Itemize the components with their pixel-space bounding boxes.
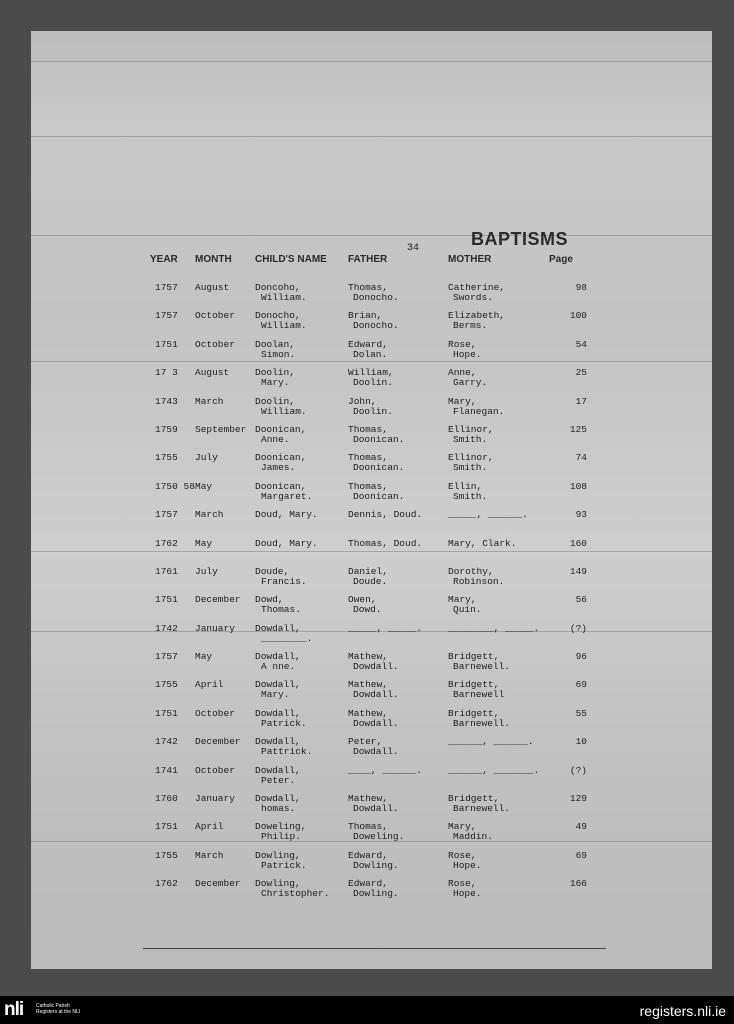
entry-mother-name: Mary, Clark. [448,537,517,549]
entry-child-surname: Doud, Mary. [255,509,318,521]
entry-page: 160 [569,537,587,549]
entry-child-surname: Doonican, [255,480,307,492]
entry-year: 17 3 [155,367,178,379]
entry-month: September [195,423,247,435]
nli-logo[interactable]: nli [4,999,24,1020]
entry-month: December [195,878,241,890]
entry-child-surname: Dowdall, [255,679,301,691]
table-row [31,851,712,879]
entry-mother-name: ________, _____. [448,622,540,634]
entry-father-name: Edward, [348,849,388,861]
entry-page: 17 [575,395,587,407]
table-row [31,822,712,850]
entry-year: 1762 [155,878,178,890]
entry-father-name: Thomas, [348,423,388,435]
entry-year: 1759 [155,423,178,435]
entry-year: 1755 [155,679,178,691]
entry-year: 1750 58 [155,480,195,492]
entry-father-name: Thomas, [348,821,388,833]
table-row [31,737,712,765]
entry-mother-name: Catherine, [448,282,506,293]
column-header-year: YEAR [150,254,178,265]
entry-father-name: _____, _____. [348,622,423,634]
entry-page: 55 [575,707,587,719]
entry-father-surname: Doonican. [353,462,405,474]
entry-mother-name: Mary, [448,594,477,606]
entry-month: May [195,651,213,663]
table-row [31,539,712,567]
entry-page: 69 [575,679,587,691]
entry-mother-surname: Hope. [453,348,482,360]
table-row [31,652,712,680]
entry-father-surname: Dowdall. [353,717,399,729]
entry-page: 96 [575,651,587,663]
entry-month: March [195,395,224,407]
register-page-scan [31,31,712,969]
entry-father-name: Mathew, [348,651,388,663]
entry-child-forename: Christopher. [261,888,330,900]
entry-page: 98 [575,282,587,293]
entry-mother-name: Bridgett, [448,707,500,719]
entry-child-surname: Doude, [255,565,290,577]
entry-month: January [195,793,235,805]
entry-father-name: Mathew, [348,793,388,805]
entry-mother-name: Rose, [448,849,477,861]
scan-line [31,61,712,62]
page-number: 34 [407,243,420,254]
column-header-father: FATHER [348,254,388,265]
entry-father-surname: Doolin. [353,377,393,389]
entry-year: 1761 [155,565,178,577]
entry-child-forename: Simon. [261,348,296,360]
entry-mother-surname: Barnewell. [453,717,511,729]
entry-child-surname: Doolin, [255,395,295,407]
entry-child-forename: Pattrick. [261,746,313,758]
entry-child-surname: Dowdall, [255,622,301,634]
entry-mother-surname: Garry. [453,377,488,389]
entry-mother-surname: Smith. [453,490,488,502]
entry-mother-name: ______, ______. [448,736,534,748]
entry-month: October [195,338,235,350]
entry-father-name: Mathew, [348,707,388,719]
table-row [31,368,712,396]
entry-mother-surname: Maddin. [453,831,493,843]
entry-child-forename: homas. [261,803,296,815]
entry-page: (?) [569,764,587,776]
entry-month: October [195,764,235,776]
column-header-mother: MOTHER [448,254,492,265]
entry-father-name: Thomas, [348,480,388,492]
entry-page: 166 [569,878,587,890]
entry-father-surname: Dowdall. [353,661,399,673]
entry-page: 10 [575,736,587,748]
table-row [31,624,712,652]
entry-father-surname: Doonican. [353,490,405,502]
entry-mother-surname: Barnewell. [453,661,511,673]
entry-mother-surname: Flanegan. [453,405,505,417]
entry-mother-name: Mary, [448,395,477,407]
entry-mother-name: Ellinor, [448,423,494,435]
entry-year: 1742 [155,736,178,748]
entry-father-name: Brian, [348,310,383,322]
entry-father-name: John, [348,395,377,407]
entry-father-name: ____, ______. [348,764,423,776]
table-row [31,453,712,481]
entry-father-name: Edward, [348,878,388,890]
table-row [31,680,712,708]
entry-page: 25 [575,367,587,379]
table-row [31,567,712,595]
entry-page: 100 [569,310,587,322]
entry-year: 1755 [155,849,178,861]
entry-page: 93 [575,509,587,521]
entry-month: December [195,736,241,748]
entry-child-forename: Peter. [261,774,296,786]
entry-year: 1755 [155,452,178,464]
entry-child-forename: James. [261,462,296,474]
entry-year: 1757 [155,310,178,322]
entry-year: 1751 [155,594,178,606]
entry-year: 1760 [155,793,178,805]
entry-mother-surname: Swords. [453,292,493,303]
entry-child-forename: Mary. [261,689,290,701]
entry-year: 1751 [155,707,178,719]
entry-child-surname: Doud, Mary. [255,537,318,549]
entry-father-surname: Dowd. [353,604,382,616]
entry-child-forename: Francis. [261,575,307,587]
entry-child-forename: William. [261,292,307,303]
entry-father-name: William, [348,367,394,379]
entry-father-name: Daniel, [348,565,388,577]
entry-page: 125 [569,423,587,435]
entry-mother-name: Rose, [448,878,477,890]
entry-month: March [195,509,224,521]
entry-mother-surname: Quin. [453,604,482,616]
entry-year: 1743 [155,395,178,407]
entry-child-surname: Doonican, [255,452,307,464]
entry-child-forename: Anne. [261,433,290,445]
entry-child-surname: Dowdall, [255,764,301,776]
entry-mother-name: Anne, [448,367,477,379]
entry-child-surname: Doolin, [255,367,295,379]
entry-child-forename: Patrick. [261,859,307,871]
scan-line [31,235,712,236]
column-header-page: Page [549,254,573,265]
entry-page: (?) [569,622,587,634]
entry-month: April [195,679,224,691]
table-row [31,595,712,623]
entry-child-surname: Dowdall, [255,736,301,748]
entry-page: 129 [569,793,587,805]
table-row [31,340,712,368]
entry-father-name: Owen, [348,594,377,606]
entry-father-surname: Dowling. [353,859,399,871]
table-row [31,425,712,453]
entry-mother-name: _____, ______. [448,509,528,521]
footer-bar [0,996,734,1024]
entry-child-forename: A nne. [261,661,296,673]
entry-child-surname: Doncoho, [255,282,301,293]
entry-child-surname: Dowling, [255,878,301,890]
site-link[interactable]: registers.nli.ie [639,1003,726,1019]
entry-mother-surname: Smith. [453,462,488,474]
table-row [31,794,712,822]
entry-child-surname: Dowling, [255,849,301,861]
entry-child-surname: Doweling, [255,821,307,833]
entry-mother-surname: Berms. [453,320,488,332]
entry-father-name: Dennis, Doud. [348,509,423,521]
entry-year: 1741 [155,764,178,776]
table-row [31,283,712,311]
entry-month: April [195,821,224,833]
entry-child-forename: Philip. [261,831,301,843]
entry-child-surname: Dowd, [255,594,284,606]
entry-year: 1751 [155,821,178,833]
entry-year: 1757 [155,509,178,521]
entry-mother-surname: Robinson. [453,575,505,587]
entry-father-surname: Dowdall. [353,746,399,758]
entry-year: 1762 [155,537,178,549]
entry-mother-name: Elizabeth, [448,310,506,322]
entry-mother-name: Ellinor, [448,452,494,464]
table-row [31,397,712,425]
entry-year: 1757 [155,651,178,663]
entry-mother-name: ______, _______. [448,764,540,776]
page-title: BAPTISMS [471,229,569,249]
entry-child-forename: ________. [261,632,313,644]
entry-father-surname: Doolin. [353,405,393,417]
entry-mother-name: Bridgett, [448,651,500,663]
entry-child-forename: Thomas. [261,604,301,616]
entry-page: 108 [569,480,587,492]
entry-father-name: Mathew, [348,679,388,691]
entry-page: 74 [575,452,587,464]
entry-child-forename: William. [261,405,307,417]
entry-month: January [195,622,235,634]
column-header-child: CHILD'S NAME [255,254,327,265]
entry-mother-name: Mary, [448,821,477,833]
entry-mother-name: Bridgett, [448,679,500,691]
entry-father-name: Edward, [348,338,388,350]
entry-year: 1742 [155,622,178,634]
table-row [31,311,712,339]
entry-father-name: Peter, [348,736,383,748]
entry-month: May [195,537,213,549]
table-row [31,709,712,737]
entry-father-name: Thomas, [348,282,388,293]
entry-father-surname: Doweling. [353,831,405,843]
logo-caption: Catholic Parish Registers at the NLI [36,1003,81,1015]
entry-page: 149 [569,565,587,577]
entry-page: 49 [575,821,587,833]
entry-mother-name: Dorothy, [448,565,494,577]
entry-child-forename: William. [261,320,307,332]
entry-mother-surname: Hope. [453,859,482,871]
entry-father-surname: Doude. [353,575,388,587]
entry-month: October [195,707,235,719]
entry-child-forename: Margaret. [261,490,313,502]
entry-father-surname: Dowdall. [353,689,399,701]
entry-month: October [195,310,235,322]
entry-father-surname: Dowling. [353,888,399,900]
table-row [31,879,712,907]
table-row [31,482,712,510]
entry-mother-name: Rose, [448,338,477,350]
entry-father-name: Thomas, [348,452,388,464]
entry-mother-surname: Barnewell. [453,803,511,815]
entry-month: August [195,367,230,379]
entry-month: March [195,849,224,861]
entry-child-forename: Mary. [261,377,290,389]
entry-child-surname: Doonican, [255,423,307,435]
entry-father-surname: Donocho. [353,292,399,303]
baptism-entries [31,283,712,908]
entry-father-surname: Donocho. [353,320,399,332]
entry-mother-name: Ellin, [448,480,483,492]
entry-child-surname: Doolan, [255,338,295,350]
entry-mother-surname: Barnewell [453,689,505,701]
entry-month: August [195,282,230,293]
entry-month: December [195,594,241,606]
entry-child-surname: Dowdall, [255,793,301,805]
entry-mother-surname: Smith. [453,433,488,445]
entry-father-surname: Dolan. [353,348,388,360]
entry-year: 1751 [155,338,178,350]
entry-child-surname: Donocho, [255,310,301,322]
entry-child-surname: Dowdall, [255,651,301,663]
entry-month: July [195,452,218,464]
scan-line [31,136,712,137]
entry-page: 54 [575,338,587,350]
entry-father-name: Thomas, Doud. [348,537,423,549]
entry-mother-name: Bridgett, [448,793,500,805]
entry-child-forename: Patrick. [261,717,307,729]
table-row [31,510,712,538]
entry-child-surname: Dowdall, [255,707,301,719]
entry-month: May [195,480,213,492]
entry-father-surname: Dowdall. [353,803,399,815]
column-header-month: MONTH [195,254,232,265]
entry-mother-surname: Hope. [453,888,482,900]
entry-year: 1757 [155,282,178,293]
table-row [31,766,712,794]
entry-page: 69 [575,849,587,861]
entry-month: July [195,565,218,577]
footer-rule [143,948,606,949]
entry-page: 56 [575,594,587,606]
entry-father-surname: Doonican. [353,433,405,445]
